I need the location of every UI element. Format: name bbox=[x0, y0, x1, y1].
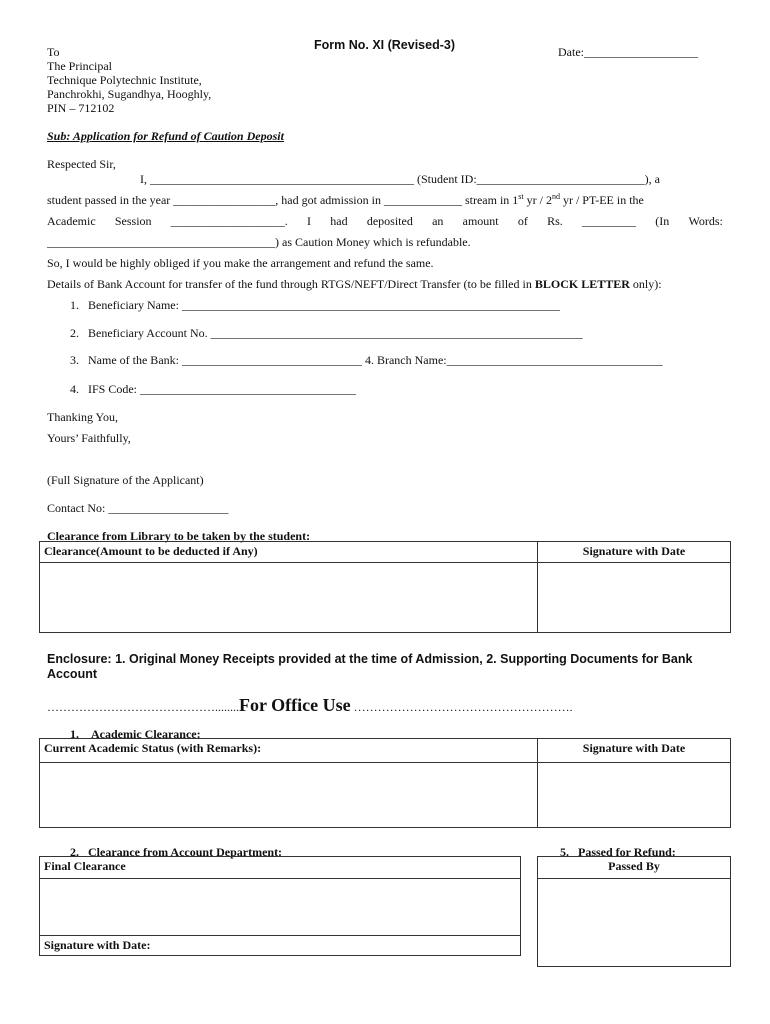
academic-col-signature: Signature with Date bbox=[538, 739, 731, 763]
bank-intro-a: Details of Bank Account for transfer of the fund through RTGS/NEFT/Direct Transfer (to be filled in bbox=[47, 277, 535, 291]
session-word: (In bbox=[655, 214, 670, 228]
salutation: Respected Sir, bbox=[47, 157, 116, 171]
student-name-line[interactable]: I, ____________________________________________ (Student ID:____________________________), a bbox=[140, 172, 660, 186]
session-word: ___________________. bbox=[170, 214, 288, 228]
session-word: amount bbox=[462, 214, 499, 228]
library-signature-cell[interactable] bbox=[538, 563, 731, 633]
session-word: Rs. bbox=[547, 214, 563, 228]
session-word: an bbox=[432, 214, 444, 228]
academic-clearance-title: 1. Academic Clearance: bbox=[70, 727, 201, 741]
address-to: To bbox=[47, 45, 60, 59]
admission-text-b: yr / 2 bbox=[523, 193, 552, 207]
bank-branch-field[interactable]: 3. Name of the Bank: ______________________________ 4. Branch Name:____________________________________ bbox=[70, 353, 663, 367]
session-word: I bbox=[307, 214, 312, 228]
thanking-text: Thanking You, bbox=[47, 410, 119, 424]
session-word: deposited bbox=[366, 214, 413, 228]
session-word: had bbox=[330, 214, 348, 228]
bank-details-intro bbox=[47, 277, 662, 292]
session-word: _________ bbox=[582, 214, 637, 228]
form-number: Form No. XI (Revised-3) bbox=[314, 38, 455, 52]
passed-by-cell[interactable] bbox=[538, 879, 731, 967]
yours-faithfully-text: Yours’ Faithfully, bbox=[47, 431, 131, 445]
subject-line: Sub: Application for Refund of Caution Deposit bbox=[47, 129, 284, 143]
academic-clearance-table bbox=[39, 738, 731, 828]
contact-number-field[interactable]: Contact No: ____________________ bbox=[47, 501, 229, 515]
final-clearance-cell[interactable] bbox=[40, 879, 521, 936]
office-dots-left: ……………………………………........ bbox=[47, 700, 239, 714]
library-col-clearance: Clearance(Amount to be deducted if Any) bbox=[40, 542, 538, 563]
final-clearance-label: Final Clearance bbox=[40, 857, 521, 879]
account-clearance-title: 2. Clearance from Account Department: bbox=[70, 845, 283, 859]
request-line: So, I would be highly obliged if you make the arrangement and refund the same. bbox=[47, 256, 434, 270]
library-clearance-title: Clearance from Library to be taken by the student: bbox=[47, 529, 311, 543]
account-clearance-table bbox=[39, 856, 521, 956]
address-line-4: PIN – 712102 bbox=[47, 101, 115, 115]
passed-by-label: Passed By bbox=[538, 857, 731, 879]
first-superscript: st bbox=[518, 192, 524, 201]
admission-line[interactable] bbox=[47, 192, 644, 208]
office-dots-right: ………………………………………………. bbox=[350, 700, 573, 714]
session-word: of bbox=[517, 214, 528, 228]
office-use-heading bbox=[47, 695, 573, 716]
admission-text-c: yr / PT-EE in the bbox=[559, 193, 644, 207]
beneficiary-name-field[interactable]: 1. Beneficiary Name: _______________________________________________________________ bbox=[70, 298, 560, 312]
address-line-2: Technique Polytechnic Institute, bbox=[47, 73, 202, 87]
beneficiary-account-field[interactable]: 2. Beneficiary Account No. ______________________________________________________________ bbox=[70, 326, 583, 340]
passed-for-refund-title: 5. Passed for Refund: bbox=[560, 845, 676, 859]
enclosure-line-1: Enclosure: 1. Original Money Receipts provided at the time of Admission, 2. Supporting Documents for Bank bbox=[47, 652, 693, 666]
session-word: Session bbox=[114, 214, 152, 228]
academic-col-status: Current Academic Status (with Remarks): bbox=[40, 739, 538, 763]
account-signature-label: Signature with Date: bbox=[40, 936, 521, 956]
library-clearance-table bbox=[39, 541, 731, 633]
bank-intro-c: only): bbox=[629, 277, 662, 291]
session-word: Words: bbox=[688, 214, 723, 228]
date-field[interactable]: Date:___________________ bbox=[558, 45, 698, 59]
second-superscript: nd bbox=[551, 192, 560, 201]
library-col-signature: Signature with Date bbox=[538, 542, 731, 563]
amount-in-words-line[interactable]: ______________________________________) as Caution Money which is refundable. bbox=[47, 235, 471, 249]
office-use-title: For Office Use bbox=[239, 695, 351, 715]
applicant-signature-label: (Full Signature of the Applicant) bbox=[47, 473, 204, 487]
session-line[interactable] bbox=[47, 214, 723, 229]
admission-text-a: student passed in the year _________________, had got admission in _____________ stream in 1 bbox=[47, 193, 519, 207]
academic-signature-cell[interactable] bbox=[538, 763, 731, 828]
passed-for-refund-table bbox=[537, 856, 731, 967]
session-word: Academic bbox=[47, 214, 96, 228]
enclosure-line-2: Account bbox=[47, 667, 97, 681]
ifs-code-field[interactable]: 4. IFS Code: ____________________________________ bbox=[70, 382, 357, 396]
academic-status-cell[interactable] bbox=[40, 763, 538, 828]
library-clearance-cell[interactable] bbox=[40, 563, 538, 633]
address-line-3: Panchrokhi, Sugandhya, Hooghly, bbox=[47, 87, 212, 101]
address-line-1: The Principal bbox=[47, 59, 112, 73]
block-letter-emphasis: BLOCK LETTER bbox=[534, 277, 630, 291]
